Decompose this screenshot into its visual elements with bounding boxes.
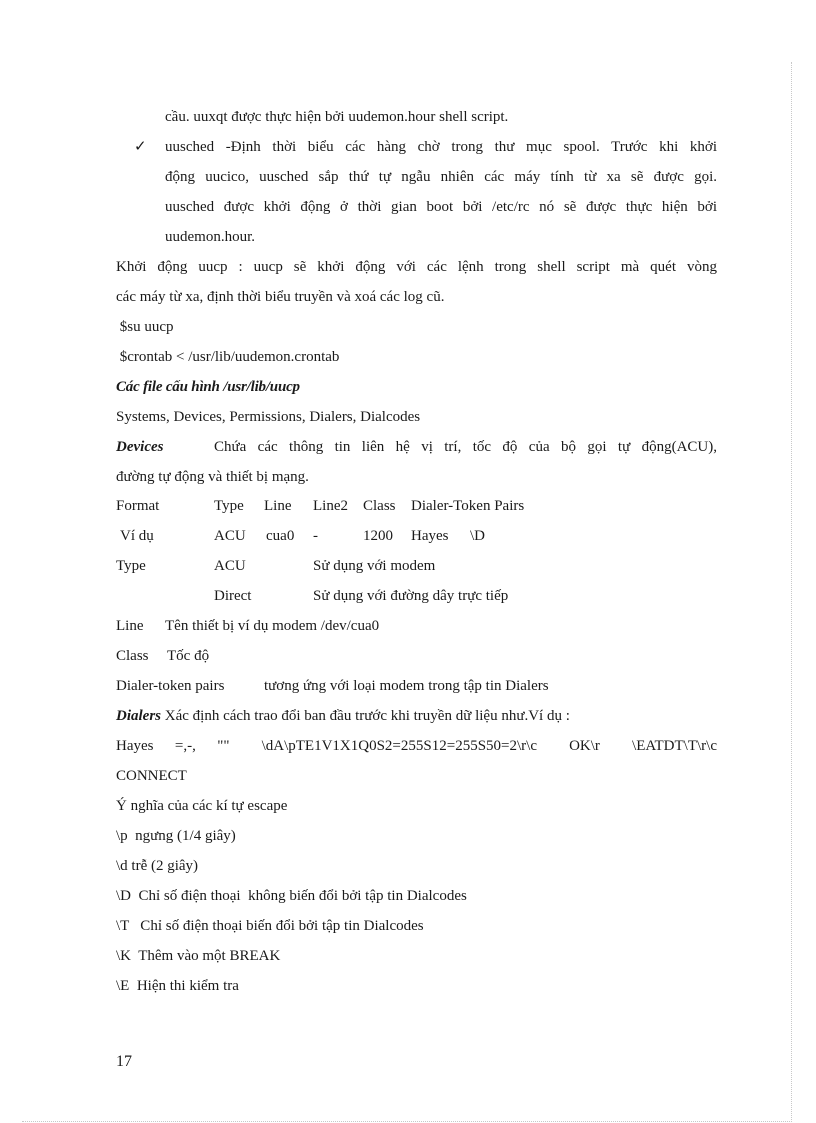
table-cell: Tên thiết bị ví dụ modem /dev/cua0	[165, 618, 380, 634]
table-cell: Format	[116, 498, 160, 514]
table-cell: Sử dụng với modem	[313, 558, 436, 574]
table-cell: Sử dụng với đường dây trực tiếp	[313, 588, 509, 604]
table-cell: Class	[363, 498, 396, 514]
escape-item: \D Chỉ số điện thoại không biến đổi bởi tập tin Dialcodes	[116, 888, 467, 904]
table-cell: Ví dụ	[120, 528, 154, 544]
table-cell: Direct	[214, 588, 252, 604]
code-line: Hayes =,-, "" \dA\pTE1V1X1Q0S2=255S12=255S50=2\r\c OK\r \EATDT\T\r\c	[116, 738, 717, 754]
table-cell: Line	[264, 498, 292, 514]
escape-item: \T Chỉ số điện thoại biến đổi bởi tập tin Dialcodes	[116, 918, 424, 934]
term-description: Xác định cách trao đổi ban đầu trước khi truyền dữ liệu như.Ví dụ :	[161, 708, 570, 724]
text-line: uusched -Định thời biểu các hàng chờ trong thư mục spool. Trước khi khởi	[165, 139, 717, 155]
text-line: uudemon.hour.	[165, 229, 255, 245]
table-cell: ACU	[214, 528, 246, 544]
command-line: $crontab < /usr/lib/uudemon.crontab	[116, 349, 340, 365]
table-cell: Tốc độ	[167, 648, 210, 664]
escape-item: \K Thêm vào một BREAK	[116, 948, 281, 964]
page-border-right	[791, 62, 792, 1122]
section-heading: Các file cấu hình /usr/lib/uucp	[116, 379, 300, 395]
text-line: Ý nghĩa của các kí tự escape	[116, 798, 288, 814]
text-line: các máy từ xa, định thời biểu truyền và xoá các log cũ.	[116, 289, 445, 305]
page-number: 17	[116, 1053, 132, 1070]
escape-item: \E Hiện thi kiểm tra	[116, 978, 239, 994]
table-cell: Dialer-token pairs	[116, 678, 225, 694]
table-cell: \D	[470, 528, 485, 544]
table-cell: 1200	[363, 528, 393, 544]
term-label: Devices	[116, 439, 164, 455]
table-cell: cua0	[266, 528, 295, 544]
table-cell: Line2	[313, 498, 348, 514]
command-line: $su uucp	[116, 319, 174, 335]
table-cell: Dialer-Token Pairs	[411, 498, 525, 514]
table-cell: ACU	[214, 558, 246, 574]
text-line: cầu. uuxqt được thực hiện bởi uudemon.hour shell script.	[165, 109, 509, 125]
checkmark-icon: ✓	[134, 137, 147, 155]
term-label: Dialers	[116, 708, 161, 724]
escape-item: \p ngưng (1/4 giây)	[116, 828, 236, 844]
table-cell: Type	[116, 558, 146, 574]
code-line: CONNECT	[116, 768, 187, 784]
text-line: động uucico, uusched sắp thứ tự ngẫu nhiên các máy tính từ xa sẽ được gọi.	[165, 169, 717, 185]
text-line: Khởi động uucp : uucp sẽ khởi động với các lệnh trong shell script mà quét vòng	[116, 259, 717, 275]
table-cell: Line	[116, 618, 144, 634]
text-line: Systems, Devices, Permissions, Dialers, Dialcodes	[116, 409, 421, 425]
table-cell: -	[313, 528, 318, 544]
dialers-line	[116, 706, 570, 726]
table-cell: Type	[214, 498, 244, 514]
page-border-bottom	[22, 1121, 792, 1122]
table-cell: Class	[116, 648, 149, 664]
text-line: đường tự động và thiết bị mạng.	[116, 469, 309, 485]
table-cell: tương ứng với loại modem trong tập tin Dialers	[264, 678, 549, 694]
table-cell: Hayes	[411, 528, 449, 544]
term-description: Chứa các thông tin liên hệ vị trí, tốc độ của bộ gọi tự động(ACU),	[214, 439, 717, 455]
text-line: uusched được khởi động ở thời gian boot bởi /etc/rc nó sẽ được thực hiện bởi	[165, 199, 717, 215]
escape-item: \d trễ (2 giây)	[116, 858, 199, 874]
